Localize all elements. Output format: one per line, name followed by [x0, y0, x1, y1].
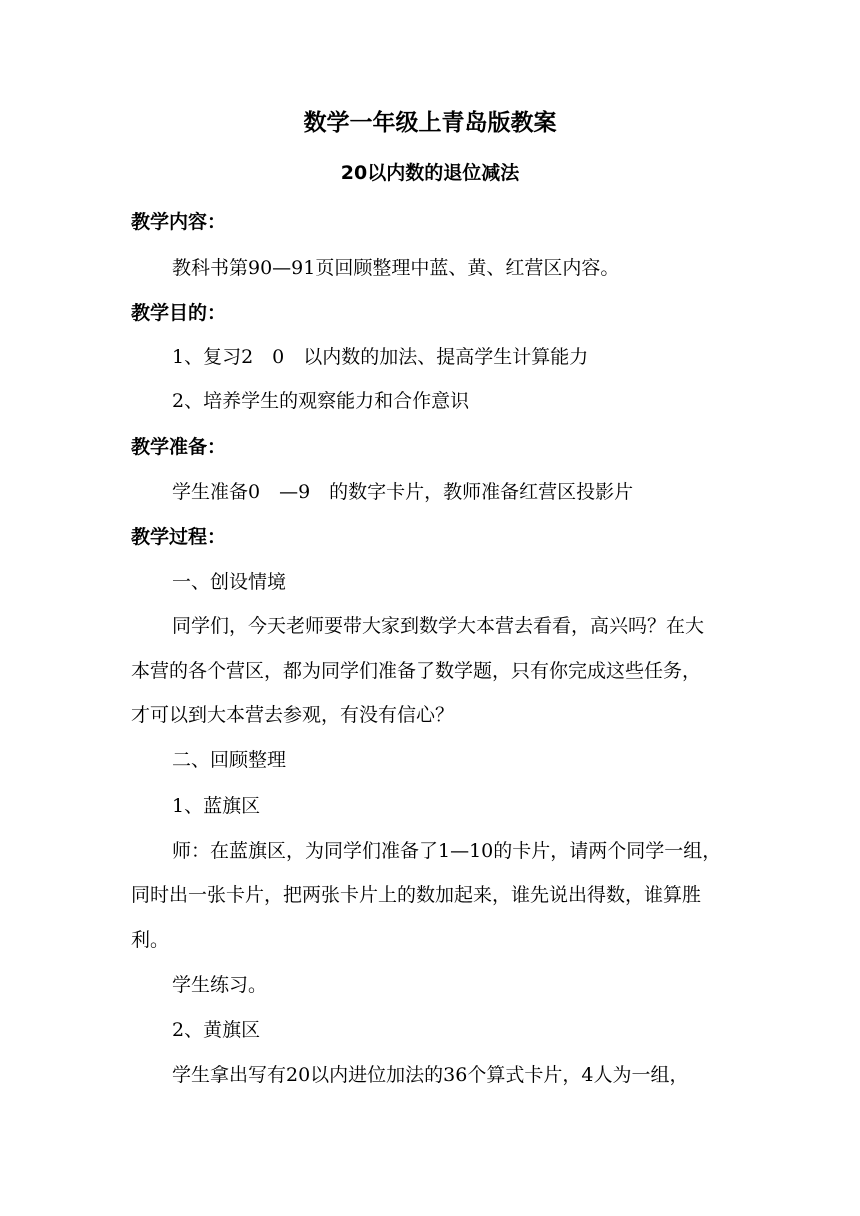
step1-heading: 一、创设情境 — [172, 571, 287, 593]
practice-text: 学生练习。 — [172, 974, 268, 996]
step2-heading: 二、回顾整理 — [172, 749, 287, 771]
content-text: 教科书第90—91页回顾整理中蓝、黄、红营区内容。 — [172, 257, 620, 279]
process-heading: 教学过程： — [131, 526, 227, 548]
goal-heading: 教学目的： — [131, 302, 227, 324]
prep-heading: 教学准备： — [131, 436, 227, 458]
goal-item-2: 2、培养学生的观察能力和合作意识 — [172, 390, 470, 412]
blue-paragraph-line-2: 同时出一张卡片，把两张卡片上的数加起来，谁先说出得数，谁算胜 — [131, 884, 702, 906]
goal-item-1: 1、复习2 0 以内数的加法、提高学生计算能力 — [172, 346, 589, 368]
blue-paragraph-line-1: 师：在蓝旗区，为同学们准备了1—10的卡片，请两个同学一组， — [172, 840, 722, 862]
yellow-paragraph-line-1: 学生拿出写有20以内进位加法的36个算式卡片，4人为一组， — [172, 1064, 689, 1086]
document-subtitle: 20以内数的退位减法 — [340, 162, 520, 184]
prep-text: 学生准备0 —9 的数字卡片，教师准备红营区投影片 — [172, 481, 634, 503]
document-title: 数学一年级上青岛版教案 — [303, 110, 557, 136]
step1-paragraph-line-3: 才可以到大本营去参观，有没有信心？ — [131, 704, 455, 726]
yellow-flag-heading: 2、黄旗区 — [172, 1019, 261, 1041]
content-heading: 教学内容： — [131, 211, 227, 233]
blue-paragraph-line-3: 利。 — [131, 929, 170, 951]
step1-paragraph-line-2: 本营的各个营区，都为同学们准备了数学题，只有你完成这些任务， — [131, 660, 702, 682]
blue-flag-heading: 1、蓝旗区 — [172, 795, 261, 817]
step1-paragraph-line-1: 同学们，今天老师要带大家到数学大本营去看看，高兴吗？在大 — [172, 615, 705, 637]
